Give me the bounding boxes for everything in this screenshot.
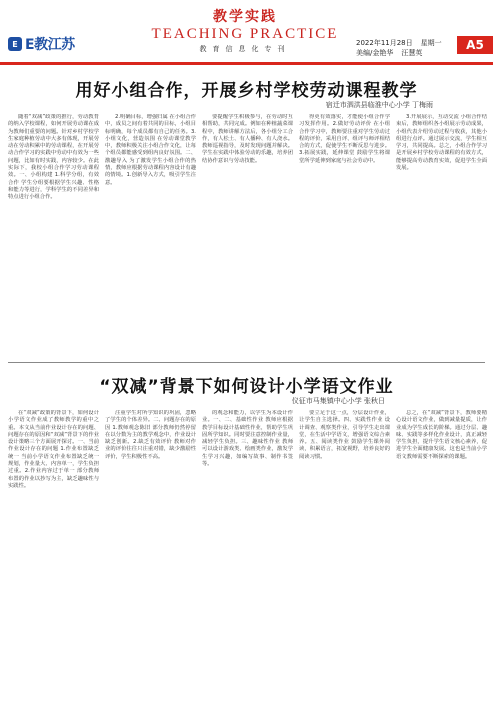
column-subtitle: 教育信息化专刊 — [199, 45, 291, 53]
logo-text: E教江苏 — [25, 37, 75, 53]
logo — [8, 34, 75, 54]
article2-byline: 仪征市马集镇中心小学 张秋日 — [291, 397, 385, 405]
issue-weekday: 星期一 — [420, 39, 442, 47]
article1-title: 用好小组合作，开展乡村学校劳动课程教学 — [75, 81, 418, 101]
article1-body — [8, 114, 487, 354]
issue-date: 2022年11月28日 — [356, 39, 413, 47]
article2-column: 注重学生对所学知识的巩固，忽略了学生的个体差异。二、问题存在的原因 1.教师观念陈旧 部分教师仍然停留在以分数为主的教学观念中，作业设计缺乏创新。2.缺乏有效评价 教师对作业的评价往往只注重对错，缺少激励性评价，学生积极性不高。 — [105, 410, 196, 460]
article2-column: 在“双减”政策的背景下，如何设计小学语文作业成了教师教学的重中之重。本文从当前作业设计存在的问题、问题存在的原因和“双减”背景下的作业设计策略三个方面展开探讨。一、当前作业设计存在的问题 1.作业布置缺乏统一 当前小学语文作业布置缺乏统一规划，作业量大、内容单一，学生负担过重。2.作业内容过于单一 部分教师布置的作业以抄写为主，缺乏趣味性与实践性。 — [8, 410, 99, 489]
article1-column: 随着“双减”政策的推行，劳动教育的纳入学校课程，如何开展劳动课在成为教师们重要的问题。针对乡村学校学生家庭种植劳动中大多有体现，开展劳动在劳动积累中的劳动课程，在开展劳动合作学习的实践中劳动中有效为一些问题，比如有时实践，内容较少。在此实际下，我校小组合作学习劳动课程效。一、小组构建 1.科学分组，有效合作 学生分组要根据学生兴趣、性格和能力等进行，学科学生的不同差异和特点进行小组合作。 — [8, 114, 99, 201]
article2-column: 的观念和能力，以学生为本设计作业。一、二、基础性作业 教师应根据教学目标设计基础性作业，帮助学生巩固所学知识。同时要注意控制作业量，减轻学生负担。三、趣味性作业 教师可以设计游戏类、绘画类作业，激发学生学习兴趣，如编写故事、制作书签等。 — [202, 410, 293, 468]
article2-title: “双减”背景下如何设计小学语文作业 — [99, 377, 394, 397]
article2-column: 总之，在“双减”背景下，教师要精心设计语文作业，做到减量提质，让作业成为学生成长的阶梯。通过分层、趣味、实践等多样化作业设计，真正减轻学生负担，提升学生语文核心素养，促进学生全面健康发展。这也是当前小学语文教师需要不断探索的课题。 — [396, 410, 487, 460]
column-title-cn: 教学实践 — [213, 9, 277, 25]
column-title-en: TEACHING PRACTICE — [151, 26, 339, 42]
article2-body — [8, 410, 487, 710]
proofreader-credit: 汪慧英 — [401, 49, 423, 57]
logo-badge: E — [8, 37, 22, 51]
article1-column: 要提醒学生积极参与，在劳动时互相帮助，共同完成。例如在种植蔬菜课程中，教师讲解方法后，各小组分工合作，有人松土、有人播种、有人浇水。教师巡视指导，及时发现问题并解决。学生在实践中体验劳动的乐趣，培养团结协作意识与劳动技能。 — [202, 114, 293, 164]
column-title — [150, 6, 340, 54]
article2-column: 要立足于这一点，分层设计作业，让学生自主选择。四、实践性作业 设计调查、观察类作业，引导学生走出课堂，在生活中学语文，增强语文综合素养。五、阅读类作业 鼓励学生课外阅读，积累语言，拓宽视野，培养良好的阅读习惯。 — [299, 410, 390, 460]
article1-column: 2.明确目标，增强归属 在小组合作中，成员之间有着共同的目标，小组目标明确，每个成员都有自己的任务。3.小组文化，营造氛围 在劳动课堂教学中，教师积极关注小组合作文化，让每个组员都能感受到组内良好氛围。二、激趣导入 为了激发学生小组合作的热情，教师应根据劳动课程内容设计有趣的情境。1.创新导入方式，吸引学生注意。 — [105, 114, 196, 186]
editor-credit: 美编/金艳华 — [356, 49, 394, 57]
issue-meta — [356, 38, 442, 58]
header-rule — [0, 62, 493, 65]
article1-column: 3.开展展示，互动交流 小组合作结束后，教师组织各小组展示劳动成果，小组代表介绍劳动过程与收获，其他小组进行点评。通过展示交流，学生相互学习，共同提高。总之，小组合作学习是开展乡村学校劳动课程的有效方式，能够提高劳动教育实效，促进学生全面发展。 — [396, 114, 487, 172]
article1-byline: 宿迁市泗洪县临淮中心小学 丁梅雨 — [325, 101, 433, 109]
page-header — [0, 0, 493, 62]
article1-column: 得更有效落实，才能使小组合作学习发挥作用。2.做好劳动评价 在小组合作学习中，教师要注重对学生劳动过程的评价，采用自评、组评与师评相结合的方式，促使学生不断反思与进步。3.拓展实践，延伸课堂 鼓励学生将课堂所学延伸到家庭与社会劳动中。 — [299, 114, 390, 164]
page-number-tag: A5 — [457, 36, 493, 54]
article-divider — [8, 362, 485, 363]
